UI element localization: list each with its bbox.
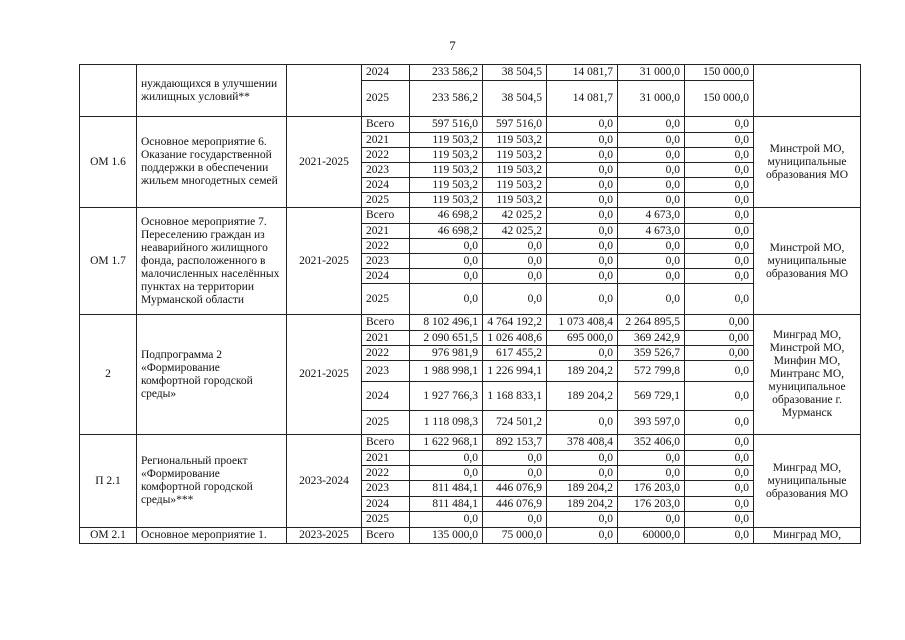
extrabudget-cell: 0,0 <box>685 239 754 254</box>
regional-cell: 0,0 <box>547 163 618 178</box>
federal-cell: 119 503,2 <box>483 148 547 163</box>
municipal-cell: 393 597,0 <box>618 411 685 435</box>
federal-cell: 446 076,9 <box>483 481 547 497</box>
total-cell: 135 000,0 <box>410 528 483 544</box>
extrabudget-cell: 0,0 <box>685 497 754 512</box>
regional-cell: 0,0 <box>547 512 618 528</box>
item-name: Основное мероприятие 7. Переселению граждан из неаварийного жилищного фонда, расположенного в малочисленных населённых пунктах на территории Мурманской области <box>137 208 287 315</box>
total-cell: 811 484,1 <box>410 481 483 497</box>
year-cell: 2024 <box>362 269 410 284</box>
municipal-cell: 176 203,0 <box>618 481 685 497</box>
municipal-cell: 0,0 <box>618 254 685 269</box>
total-cell: 233 586,2 <box>410 81 483 117</box>
extrabudget-cell: 0,0 <box>685 178 754 193</box>
regional-cell: 0,0 <box>547 528 618 544</box>
regional-cell: 695 000,0 <box>547 331 618 346</box>
total-cell: 597 516,0 <box>410 117 483 133</box>
item-name: нуждающихся в улучшении жилищных условий** <box>137 65 287 117</box>
extrabudget-cell: 0,0 <box>685 224 754 239</box>
regional-cell: 0,0 <box>547 254 618 269</box>
regional-cell: 0,0 <box>547 178 618 193</box>
executor-cell: Минград МО, муниципальные образования МО <box>754 435 861 528</box>
total-cell: 0,0 <box>410 466 483 481</box>
extrabudget-cell: 0,0 <box>685 117 754 133</box>
item-name: Основное мероприятие 6. Оказание государственной поддержки в обеспечении жильем многодетных семей <box>137 117 287 208</box>
municipal-cell: 0,0 <box>618 178 685 193</box>
regional-cell: 0,0 <box>547 269 618 284</box>
extrabudget-cell: 0,0 <box>685 435 754 451</box>
table-row <box>80 435 861 451</box>
item-name: Основное мероприятие 1. <box>137 528 287 544</box>
regional-cell: 1 073 408,4 <box>547 315 618 331</box>
extrabudget-cell: 0,0 <box>685 361 754 382</box>
extrabudget-cell: 0,0 <box>685 512 754 528</box>
budget-body <box>80 65 861 544</box>
regional-cell: 14 081,7 <box>547 65 618 81</box>
total-cell: 0,0 <box>410 451 483 466</box>
extrabudget-cell: 0,0 <box>685 148 754 163</box>
extrabudget-cell: 0,00 <box>685 346 754 361</box>
executor-cell <box>754 65 861 117</box>
municipal-cell: 359 526,7 <box>618 346 685 361</box>
extrabudget-cell: 0,0 <box>685 382 754 411</box>
total-cell: 1 988 998,1 <box>410 361 483 382</box>
item-name: Подпрограмма 2 «Формирование комфортной городской среды» <box>137 315 287 435</box>
item-period: 2021-2025 <box>287 117 362 208</box>
regional-cell: 189 204,2 <box>547 497 618 512</box>
municipal-cell: 176 203,0 <box>618 497 685 512</box>
year-cell: 2022 <box>362 239 410 254</box>
federal-cell: 42 025,2 <box>483 208 547 224</box>
year-cell: 2022 <box>362 466 410 481</box>
municipal-cell: 0,0 <box>618 451 685 466</box>
executor-cell: Минстрой МО, муниципальные образования МО <box>754 208 861 315</box>
federal-cell: 42 025,2 <box>483 224 547 239</box>
item-code <box>80 65 137 117</box>
total-cell: 0,0 <box>410 254 483 269</box>
total-cell: 1 622 968,1 <box>410 435 483 451</box>
municipal-cell: 4 673,0 <box>618 208 685 224</box>
municipal-cell: 0,0 <box>618 466 685 481</box>
federal-cell: 446 076,9 <box>483 497 547 512</box>
budget-table <box>79 64 861 544</box>
item-period: 2021-2025 <box>287 208 362 315</box>
year-cell: 2021 <box>362 451 410 466</box>
municipal-cell: 0,0 <box>618 163 685 178</box>
regional-cell: 0,0 <box>547 346 618 361</box>
federal-cell: 597 516,0 <box>483 117 547 133</box>
table-row <box>80 315 861 331</box>
total-cell: 0,0 <box>410 284 483 315</box>
municipal-cell: 0,0 <box>618 512 685 528</box>
extrabudget-cell: 0,0 <box>685 269 754 284</box>
federal-cell: 119 503,2 <box>483 178 547 193</box>
year-cell: 2025 <box>362 193 410 208</box>
year-cell: 2025 <box>362 81 410 117</box>
total-cell: 1 118 098,3 <box>410 411 483 435</box>
federal-cell: 1 026 408,6 <box>483 331 547 346</box>
table-row <box>80 208 861 224</box>
total-cell: 119 503,2 <box>410 133 483 148</box>
extrabudget-cell: 0,00 <box>685 315 754 331</box>
year-cell: 2024 <box>362 382 410 411</box>
item-code: 2 <box>80 315 137 435</box>
municipal-cell: 0,0 <box>618 193 685 208</box>
total-cell: 811 484,1 <box>410 497 483 512</box>
item-code: П 2.1 <box>80 435 137 528</box>
regional-cell: 189 204,2 <box>547 481 618 497</box>
year-cell: Всего <box>362 117 410 133</box>
municipal-cell: 0,0 <box>618 117 685 133</box>
executor-cell: Минград МО, Минстрой МО, Минфин МО, Минтранс МО, муниципальное образование г. Мурманск <box>754 315 861 435</box>
total-cell: 46 698,2 <box>410 208 483 224</box>
item-code: ОМ 1.6 <box>80 117 137 208</box>
extrabudget-cell: 0,00 <box>685 331 754 346</box>
federal-cell: 4 764 192,2 <box>483 315 547 331</box>
federal-cell: 0,0 <box>483 239 547 254</box>
federal-cell: 0,0 <box>483 466 547 481</box>
regional-cell: 189 204,2 <box>547 361 618 382</box>
regional-cell: 0,0 <box>547 411 618 435</box>
regional-cell: 0,0 <box>547 117 618 133</box>
year-cell: 2023 <box>362 163 410 178</box>
year-cell: 2023 <box>362 361 410 382</box>
federal-cell: 38 504,5 <box>483 65 547 81</box>
item-name: Региональный проект «Формирование комфортной городской среды»*** <box>137 435 287 528</box>
year-cell: Всего <box>362 435 410 451</box>
extrabudget-cell: 0,0 <box>685 528 754 544</box>
municipal-cell: 572 799,8 <box>618 361 685 382</box>
item-code: ОМ 2.1 <box>80 528 137 544</box>
regional-cell: 0,0 <box>547 284 618 315</box>
federal-cell: 0,0 <box>483 512 547 528</box>
year-cell: 2023 <box>362 254 410 269</box>
executor-cell: Минград МО, <box>754 528 861 544</box>
extrabudget-cell: 0,0 <box>685 193 754 208</box>
item-period: 2023-2025 <box>287 528 362 544</box>
municipal-cell: 60000,0 <box>618 528 685 544</box>
municipal-cell: 0,0 <box>618 239 685 254</box>
federal-cell: 119 503,2 <box>483 133 547 148</box>
total-cell: 8 102 496,1 <box>410 315 483 331</box>
federal-cell: 119 503,2 <box>483 163 547 178</box>
year-cell: Всего <box>362 315 410 331</box>
extrabudget-cell: 0,0 <box>685 133 754 148</box>
table-row <box>80 117 861 133</box>
regional-cell: 0,0 <box>547 133 618 148</box>
year-cell: 2024 <box>362 178 410 193</box>
total-cell: 119 503,2 <box>410 163 483 178</box>
item-period: 2023-2024 <box>287 435 362 528</box>
year-cell: 2021 <box>362 331 410 346</box>
total-cell: 0,0 <box>410 269 483 284</box>
federal-cell: 119 503,2 <box>483 193 547 208</box>
federal-cell: 892 153,7 <box>483 435 547 451</box>
federal-cell: 38 504,5 <box>483 81 547 117</box>
regional-cell: 0,0 <box>547 451 618 466</box>
year-cell: 2023 <box>362 481 410 497</box>
table-row <box>80 528 861 544</box>
extrabudget-cell: 0,0 <box>685 411 754 435</box>
federal-cell: 0,0 <box>483 451 547 466</box>
regional-cell: 0,0 <box>547 224 618 239</box>
extrabudget-cell: 0,0 <box>685 254 754 269</box>
regional-cell: 0,0 <box>547 208 618 224</box>
municipal-cell: 352 406,0 <box>618 435 685 451</box>
municipal-cell: 2 264 895,5 <box>618 315 685 331</box>
total-cell: 1 927 766,3 <box>410 382 483 411</box>
municipal-cell: 0,0 <box>618 284 685 315</box>
municipal-cell: 0,0 <box>618 148 685 163</box>
regional-cell: 14 081,7 <box>547 81 618 117</box>
year-cell: 2025 <box>362 512 410 528</box>
year-cell: Всего <box>362 208 410 224</box>
year-cell: 2025 <box>362 284 410 315</box>
regional-cell: 189 204,2 <box>547 382 618 411</box>
federal-cell: 1 168 833,1 <box>483 382 547 411</box>
total-cell: 233 586,2 <box>410 65 483 81</box>
municipal-cell: 0,0 <box>618 269 685 284</box>
extrabudget-cell: 0,0 <box>685 284 754 315</box>
total-cell: 119 503,2 <box>410 193 483 208</box>
extrabudget-cell: 0,0 <box>685 466 754 481</box>
year-cell: 2025 <box>362 411 410 435</box>
extrabudget-cell: 0,0 <box>685 481 754 497</box>
federal-cell: 0,0 <box>483 284 547 315</box>
total-cell: 2 090 651,5 <box>410 331 483 346</box>
regional-cell: 0,0 <box>547 239 618 254</box>
item-code: ОМ 1.7 <box>80 208 137 315</box>
total-cell: 119 503,2 <box>410 148 483 163</box>
federal-cell: 0,0 <box>483 254 547 269</box>
year-cell: 2021 <box>362 224 410 239</box>
federal-cell: 617 455,2 <box>483 346 547 361</box>
extrabudget-cell: 0,0 <box>685 208 754 224</box>
regional-cell: 0,0 <box>547 466 618 481</box>
year-cell: 2022 <box>362 346 410 361</box>
total-cell: 119 503,2 <box>410 178 483 193</box>
regional-cell: 378 408,4 <box>547 435 618 451</box>
total-cell: 976 981,9 <box>410 346 483 361</box>
year-cell: Всего <box>362 528 410 544</box>
year-cell: 2024 <box>362 65 410 81</box>
year-cell: 2022 <box>362 148 410 163</box>
municipal-cell: 569 729,1 <box>618 382 685 411</box>
extrabudget-cell: 150 000,0 <box>685 81 754 117</box>
item-period <box>287 65 362 117</box>
municipal-cell: 31 000,0 <box>618 81 685 117</box>
extrabudget-cell: 0,0 <box>685 451 754 466</box>
page-number: 7 <box>449 38 456 53</box>
year-cell: 2021 <box>362 133 410 148</box>
total-cell: 46 698,2 <box>410 224 483 239</box>
table-row <box>80 65 861 81</box>
municipal-cell: 369 242,9 <box>618 331 685 346</box>
total-cell: 0,0 <box>410 512 483 528</box>
executor-cell: Минстрой МО, муниципальные образования МО <box>754 117 861 208</box>
item-period: 2021-2025 <box>287 315 362 435</box>
municipal-cell: 4 673,0 <box>618 224 685 239</box>
extrabudget-cell: 0,0 <box>685 163 754 178</box>
federal-cell: 75 000,0 <box>483 528 547 544</box>
federal-cell: 724 501,2 <box>483 411 547 435</box>
extrabudget-cell: 150 000,0 <box>685 65 754 81</box>
year-cell: 2024 <box>362 497 410 512</box>
regional-cell: 0,0 <box>547 148 618 163</box>
municipal-cell: 0,0 <box>618 133 685 148</box>
total-cell: 0,0 <box>410 239 483 254</box>
federal-cell: 1 226 994,1 <box>483 361 547 382</box>
federal-cell: 0,0 <box>483 269 547 284</box>
municipal-cell: 31 000,0 <box>618 65 685 81</box>
regional-cell: 0,0 <box>547 193 618 208</box>
